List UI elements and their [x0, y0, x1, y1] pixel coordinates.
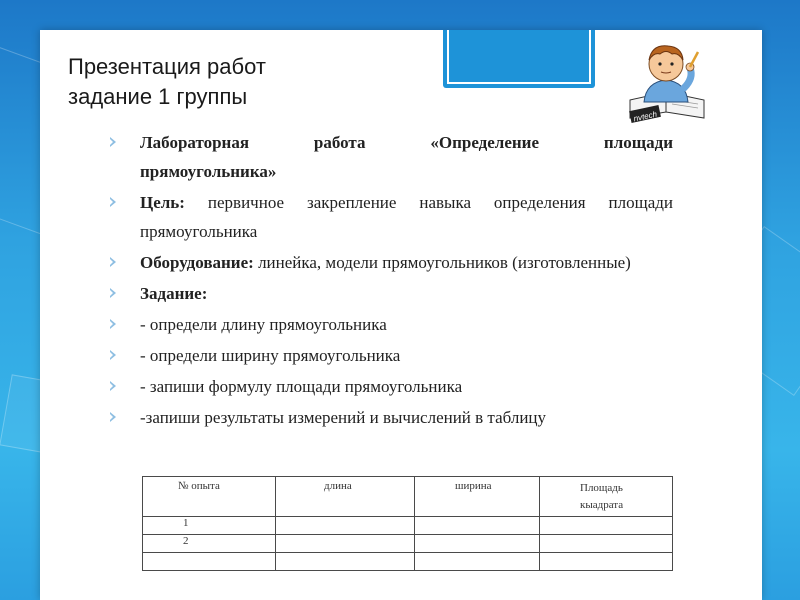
list-item: [108, 248, 673, 277]
list-item: [108, 279, 673, 308]
bullet-marker-icon: [110, 319, 116, 329]
table-header-row: [143, 477, 673, 517]
bullet-word: работа: [313, 133, 366, 152]
list-item: [108, 403, 673, 432]
table-cell: [540, 517, 673, 535]
bullet-text: линейка, модели прямоугольников (изготовленные): [253, 253, 631, 272]
bullet-marker-icon: [110, 288, 116, 298]
table-header-cell: длина: [276, 477, 415, 517]
table-header-cell: № опыта: [143, 477, 276, 517]
table-cell: [415, 517, 540, 535]
table-cell: [276, 535, 415, 553]
title-line-1: Презентация работ: [68, 54, 266, 79]
table-cell: [540, 553, 673, 571]
slide-title: [68, 52, 398, 112]
list-item: [108, 188, 673, 246]
table-cell: [415, 553, 540, 571]
bullet-marker-icon: [110, 197, 116, 207]
bullet-marker-icon: [110, 350, 116, 360]
bullet-text: - запиши формулу площади прямоугольника: [140, 377, 463, 396]
student-mascot-image: [622, 38, 712, 124]
table-row: [143, 535, 673, 553]
table-cell: [143, 553, 276, 571]
table-header-cell: ширина: [415, 477, 540, 517]
results-table: [142, 476, 673, 571]
bullet-label: Задание:: [140, 284, 208, 303]
bullet-marker-icon: [110, 412, 116, 422]
bullet-text: - определи длину прямоугольника: [140, 315, 387, 334]
bullet-word: «Определение: [430, 133, 540, 152]
bullet-marker-icon: [110, 257, 116, 267]
mascot-logo-text: nvtech: [632, 109, 658, 124]
list-item: [108, 310, 673, 339]
list-item: [108, 372, 673, 401]
bullet-label: Оборудование:: [140, 253, 254, 272]
bullet-label: Цель:: [140, 193, 185, 212]
table-cell: 1: [143, 517, 276, 535]
bullet-word: Лабораторная: [140, 133, 250, 152]
table-header-cell: Площадь кыадрата: [540, 477, 673, 517]
bullet-marker-icon: [110, 381, 116, 391]
top-accent-tab: [443, 30, 595, 88]
title-line-2: задание 1 группы: [68, 84, 248, 109]
bullet-list: [108, 128, 673, 432]
table-cell: [276, 517, 415, 535]
bullet-text: -запиши результаты измерений и вычислений в таблицу: [140, 408, 547, 427]
bullet-title-line: [140, 128, 673, 157]
table-cell: [415, 535, 540, 553]
bullet-marker-icon: [110, 137, 116, 147]
table-cell: [276, 553, 415, 571]
list-item: [108, 341, 673, 370]
bullet-text: первичное закрепление навыка определения площади прямоугольника: [140, 193, 673, 241]
table-cell: [540, 535, 673, 553]
table-cell: 2: [143, 535, 276, 553]
table-row: [143, 517, 673, 535]
bullet-title-line: прямоугольника»: [140, 162, 277, 181]
list-item: [108, 128, 673, 186]
table-row: [143, 553, 673, 571]
bullet-word: площади: [603, 133, 673, 152]
bullet-text: - определи ширину прямоугольника: [140, 346, 401, 365]
